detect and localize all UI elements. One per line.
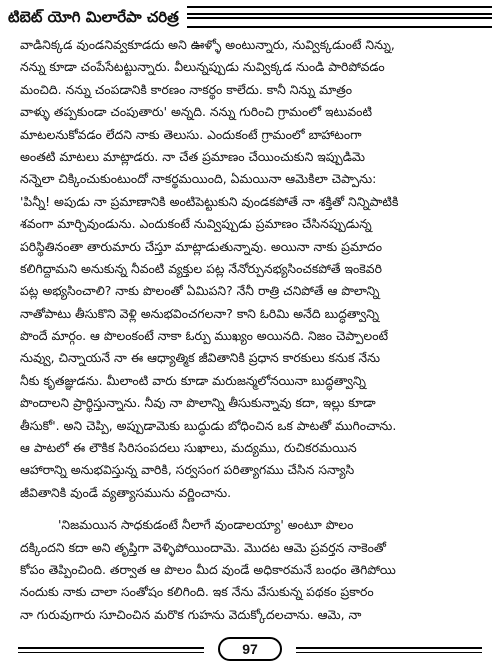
text-line: దక్కిందని కదా అని తృప్తిగా వెళ్ళిపోయిందామె. మొదట ఆమె ప్రవర్తన నాకెంతో: [20, 539, 386, 555]
text-line: వాడినిక్కడ వుండనివ్వకూడదు అని ఊళ్ళో అంటున్నారు, నువ్విక్కడుంటే నిన్ను,: [20, 37, 395, 52]
text-line: మాటలనుకోవడం లేదని నాకు తెలుసు. ఎందుకంటే గ్రామంలో బాహాటంగా: [20, 126, 362, 142]
text-line: పొందాలని ప్రార్థిస్తున్నాను. నీవు నా పొలాన్ని తీసుకున్నావు కదా, ఇల్లు కూడా: [20, 395, 376, 411]
footer-rule-right: [296, 647, 482, 649]
text-line: జీవితానికి వుండే వ్యత్యాసమును వర్ణించాను.: [20, 484, 232, 500]
header-decorative-rule: [187, 6, 492, 28]
paragraph-spacer: [20, 504, 482, 514]
footer-rule-left-thin: [18, 652, 204, 653]
text-line: నువ్వు, చిన్నాయనే నా ఈ ఆధ్యాత్మిక జీవితానికి ప్రధాన కారకులు కనుక నేను: [20, 350, 381, 366]
text-line: నన్ను కూడా చంపేసేటట్టున్నారు. వీలున్నప్పుడు నువ్విక్కడ నుండి పారిపోవడం: [20, 59, 385, 75]
text-line: పొందే మార్గం. ఆ పొలంకంటే నాకా ఓర్పు ముఖ్యం అయినది. నిజం చెప్పాలంటే: [20, 328, 389, 344]
footer-rule-left: [18, 647, 204, 649]
text-line: ఆహారాన్ని అనుభవిస్తున్న వారికి, సర్వసంగ పరిత్యాగము చేసిన సన్యాసి: [20, 462, 355, 478]
text-line: మంచిది. నన్ను చంపడానికి కారణం నాకర్థం కాలేదు. కానీ నిన్ను మాత్రం: [20, 81, 353, 97]
text-line: తీసుకో'. అని చెప్పి, అప్పుడామెకు బుద్ధుడు బోధించిన ఒక పాటతో ముగించాను.: [20, 417, 397, 433]
text-line: వాళ్ళు తప్పకుండా చంపుతారు' అన్నది. నన్ను గురించి గ్రామంలో ఇటువంటి: [20, 104, 373, 120]
text-line: 'పిన్నీ! అపుడు నా ప్రమాణానికి అంటిపెట్టుకుని వుండకపోతే నా శక్తితో నిన్నిపాటికి: [20, 193, 399, 209]
text-line-indented: 'నిజమయిన సాధకుడంటే నీలాగే వుండాలయ్యా' అంటూ పొలం: [58, 517, 354, 533]
text-line: పట్ల అభ్యసించాలి? నాకు పొలంతో ఏమిపని? నేనీ రాత్రి చనిపోతే ఆ పొలాన్ని: [20, 283, 380, 299]
running-header: [8, 4, 492, 30]
book-title: టిబెట్ యోగి మిలారేపా చరిత్ర: [8, 6, 187, 28]
text-line: నీకు కృతజ్ఞుడను. మీలాంటి వారు కూడా మరుజన్మలోనయినా బుద్ధత్వాన్ని: [20, 372, 366, 388]
text-line: నాతోపాటు తీసుకొని వెళ్లి అనుభవించగలనా? కాని ఓరిమి అనేది బుద్ధత్వాన్ని: [20, 305, 380, 321]
page-body-text: [20, 34, 482, 626]
page-number-text: 97: [242, 641, 258, 657]
text-line: నన్నెలా చిక్కించుకుంటుందో నాకర్థమయింది, ఏమయినా ఆమెకిలా చెప్పాను:: [20, 171, 377, 187]
text-line: నందుకు నాకు చాలా సంతోషం కలిగింది. ఇక నేను వేసుకున్న పథకం ప్రకారం: [20, 584, 374, 600]
text-line: అంతటి మాటలు మాట్లాడరు. నా చేత ప్రమాణం చేయించుకుని ఇప్పుడిమె: [20, 148, 365, 164]
text-line: శవంగా మార్చివుండును. ఎందుకంటే నువ్విప్పుడు ప్రమాణం చేసినప్పుడున్న: [20, 216, 372, 232]
text-line: కలిగిద్దామని అనుకున్న నీవంటి వ్యక్తుల పట్ల నేనోర్పునభ్యసించకపోతే ఇంకెవరి: [20, 260, 382, 276]
paragraph-1: [20, 34, 482, 504]
text-line: పరిస్థితినంతా తారుమారు చేస్తూ మాట్లాడుతున్నావు. అయినా నాకు ప్రమాదం: [20, 238, 383, 254]
text-line: కోపం తెప్పించింది. తర్వాత ఆ పొలం మీద వుండే అధికారమనే బంధం తెగిపోయి: [20, 561, 396, 577]
page-number: [218, 637, 282, 661]
text-line: ఆ పాటలో ఈ లౌకిక సిరిసంపదలు సుఖాలు, మద్యము, రుచికరమయిన: [20, 440, 357, 456]
footer-rule-right-thin: [296, 652, 482, 653]
page-footer: [0, 636, 500, 664]
paragraph-2: [20, 514, 482, 626]
text-line: నా గురువుగారు సూచించిన మరొక గుహను వెదుక్కోదలచాను. ఆమె, నా: [20, 606, 362, 622]
